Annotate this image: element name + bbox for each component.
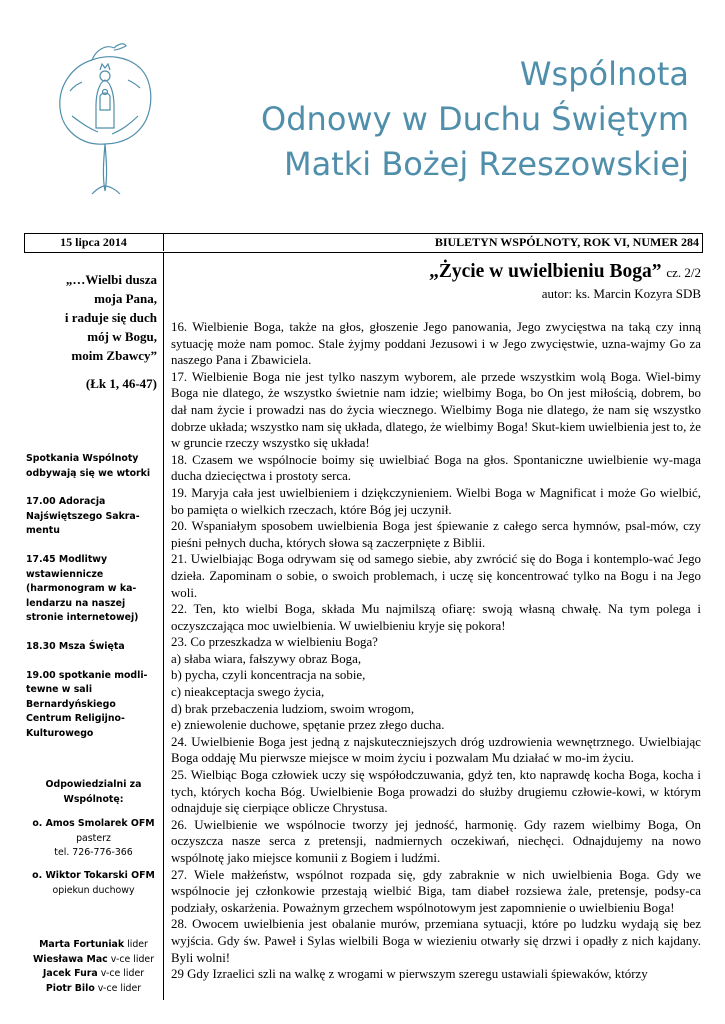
list-item: e) zniewolenie duchowe, spętanie przez złego ducha. — [171, 718, 445, 733]
priest-name: o. Amos Smolarek OFM — [32, 818, 155, 830]
quote-line: „…Wielbi dusza — [65, 272, 157, 287]
paragraph: 26. Uwielbienie we wspólnocie tworzy jej jedność, harmonię. Gdy razem wielbimy Boga, On oczyszcza nasze serca z pretensji, nadmiernych oczekiwań, niechęci. Odnajdujemy na nowo wspólnotę jako miejsce komunii z Bogiem i ludźmi. — [171, 817, 701, 865]
meeting-item: 18.30 Msza Święta — [26, 640, 125, 652]
leader-role: v-ce lider — [110, 953, 155, 965]
quote-reference: (Łk 1, 46-47) — [85, 376, 157, 391]
article-body — [171, 319, 701, 983]
meeting-item: 17.00 Adoracja Najświętszego Sakra-mentu — [26, 496, 140, 537]
priest-role: pasterz — [76, 832, 111, 844]
masthead-title — [261, 52, 689, 187]
magnificat-quote — [65, 270, 157, 365]
paragraph: 20. Wspaniałym sposobem uwielbienia Boga jest śpiewanie z całego serca hymnów, psal-mów, czy pieśni pełnych ducha, których słowa są zaczerpnięte z Biblii. — [171, 519, 701, 550]
meeting-item: 17.45 Modlitwy wstawiennicze (harmonogram w ka-lendarzu na naszej stronie internetowej) — [26, 553, 139, 624]
paragraph: 29 Gdy Izraelici szli na walkę z wrogami w pierwszym szeregu ustawiali śpiewaków, którzy — [171, 967, 648, 982]
priest-block — [24, 817, 163, 861]
priest-block — [24, 869, 163, 898]
paragraph: 18. Czasem we wspólnocie boimy się uwielbiać Boga na głos. Spontaniczne uwielbienie wy-maga ducha dziecięctwa i prostoty serca. — [171, 452, 701, 484]
masthead-line-3: Matki Bożej Rzeszowskiej — [283, 145, 689, 183]
paragraph: 24. Uwielbienie Boga jest jedną z najskuteczniejszych dróg uzdrowienia wewnętrznego. Uwielbiając Boga oddaję Mu pierwsze miejsce w moim życiu i pozwalam Mu działać w mo-im życiu. — [171, 734, 701, 766]
list-item: b) pycha, czyli koncentracja na sobie, — [171, 668, 366, 683]
issue-date: 15 lipca 2014 — [24, 234, 164, 251]
paragraph: 17. Wielbienie Boga nie jest tylko naszym wyborem, ale przede wszystkim wolą Boga. Wiel-bimy Boga nie dlatego, że wszystko świetnie nam idzie; wielbimy Boga, bo On jest miłością, dobrem, bo dał nam życie i prowadzi nas do życia wiecznego. Wielbimy Boga nie dlatego, że nam się wszystko dobrze układa; wszystko nam się układa, dlatego, że wielbimy Boga! Skut-kiem uwielbienia jest to, że w gruncie rzeczy wszystko się układa! — [171, 369, 701, 451]
paragraph: 23. Co przeszkadza w wielbieniu Boga? — [171, 635, 378, 650]
article — [171, 260, 701, 983]
meeting-item: 19.00 spotkanie modli-tewne w sali Bernardyńskiego Centrum Religijno-Kulturowego — [26, 669, 148, 739]
quote-line: i raduje się duch — [64, 310, 157, 325]
responsible-header: Odpowiedzialni za Wspólnotę: — [45, 779, 142, 805]
leader-name: Wiesława Mac — [32, 953, 108, 965]
paragraph: 28. Owocem uwielbienia jest obalanie murów, przemiana sytuacji, które po ludzku wydają się bez wyjścia. Gdy św. Paweł i Sylas wielbili Boga w wiezieniu otwarły się drzwi i opadły z nich kajdany. Byli wolni! — [171, 917, 701, 965]
paragraph: 27. Wiele małżeństw, wspólnot rozpada się, gdy zabraknie w nich uwielbienia Boga. Gdy we wspólnocie jej członkowie przestają wielbić Biga, tam diabeł rozsiewa żale, pretensje, podsy-ca podziały, oskarżenia. Poważnym grzechem wspólnotowym jest zapomnienie o uwielbieniu Boga! — [171, 867, 701, 915]
leader-role: lider — [127, 939, 148, 950]
responsible-people — [24, 778, 163, 906]
paragraph: 25. Wielbiąc Boga człowiek uczy się współodczuwania, gdyż ten, kto naprawdę kocha Boga, kocha i tych, których kocha Bóg. Uwielbienie Boga prowadzi do służby drugiemu człowie-kowi, w którym odnajduje się cierpiące oblicze Chrystusa. — [171, 768, 701, 816]
leader-name: Jacek Fura — [42, 968, 98, 980]
quote-line: mój w Bogu, — [87, 329, 157, 344]
meeting-item: Spotkania Wspólnoty odbywają się we wtorki — [26, 453, 151, 479]
paragraph: 16. Wielbienie Boga, także na głos, głoszenie Jego panowania, Jego zwycięstwa na taką czy inną sytuację może nam pomoc. Stale żyjmy poddani Jezusowi i w Jego zwycięstwie, uzna-wajmy Go za naszego Pana i Zbawiciela. — [171, 320, 701, 368]
leader-name: Marta Fortuniak — [39, 939, 125, 950]
paragraph: 21. Uwielbiając Boga odrywam się od samego siebie, aby zwrócić się do Boga i kontemplo-wać Jego dzieła. Zapominam o sobie, o swoich problemach, i uczę się koncentrować tylko na Bogu i na Jego woli. — [171, 552, 701, 600]
article-part: cz. 2/2 — [666, 265, 701, 280]
list-item: a) słaba wiara, fałszywy obraz Boga, — [171, 651, 362, 666]
leader-item — [24, 982, 163, 997]
priest-phone: tel. 726-776-366 — [54, 847, 133, 859]
leader-role: v-ce lider — [100, 968, 145, 980]
bulletin-number: BIULETYN WSPÓLNOTY, ROK VI, NUMER 284 — [434, 235, 699, 249]
list-item: c) nieakceptacja swego życia, — [171, 685, 325, 700]
list-item: d) brak przebaczenia ludziom, swoim wrogom, — [171, 701, 415, 716]
leader-name: Piotr Bilo — [45, 982, 95, 994]
sidebar — [24, 252, 164, 1000]
masthead-line-2: Odnowy w Duchu Świętym — [261, 100, 689, 138]
masthead-line-1: Wspólnota — [519, 55, 689, 93]
article-title-row — [171, 260, 701, 285]
article-title: „Życie w uwielbieniu Boga” — [429, 261, 662, 282]
priest-name: o. Wiktor Tokarski OFM — [32, 869, 155, 881]
paragraph: 22. Ten, kto wielbi Boga, składa Mu najmilszą ofiarę: swoją własną chwałę. Na tym polega i oczyszczająca moc uwielbienia. W uwielbieniu kryje się pokora! — [171, 602, 701, 633]
priest-role: opiekun duchowy — [52, 884, 135, 896]
meeting-schedule — [26, 452, 160, 756]
quote-line: moja Pana, — [94, 291, 157, 306]
leader-role: v-ce lider — [97, 982, 142, 994]
article-author: autor: ks. Marcin Kozyra SDB — [541, 286, 701, 301]
leader-item — [24, 938, 163, 953]
leader-item — [24, 953, 163, 968]
community-logo — [52, 36, 158, 196]
quote-line: moim Zbawcy” — [71, 348, 157, 363]
leaders-list — [24, 938, 163, 996]
leader-item — [24, 967, 163, 982]
paragraph: 19. Maryja cała jest uwielbieniem i dziękczynieniem. Wielbi Boga w Magnificat i może Go wielbić, bo pamięta o wielkich rzeczach, które Bóg jej uczynił. — [171, 485, 701, 517]
